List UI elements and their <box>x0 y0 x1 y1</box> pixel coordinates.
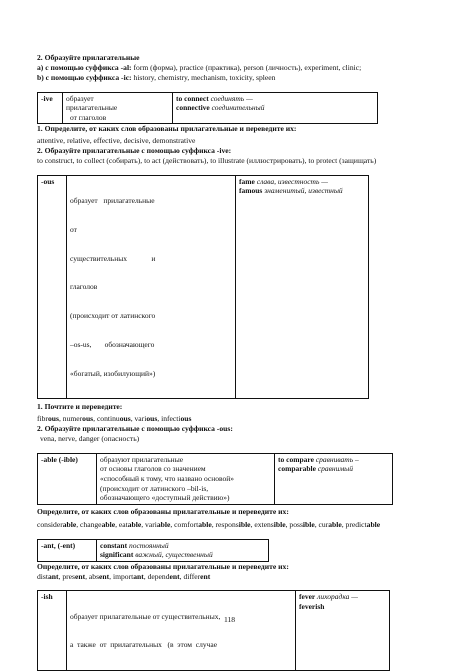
desc-line: существительных и <box>70 253 156 263</box>
word-item: present, <box>62 571 89 581</box>
example-translation: слава, известность — <box>254 176 328 186</box>
exercise-question: Определите, от каких слов образованы прилагательные и переведите их: <box>37 506 289 516</box>
desc-line: обозначающего «доступный действию») <box>100 493 230 503</box>
suffix-example <box>296 591 390 671</box>
desc-line: прилагательные <box>66 103 118 113</box>
word-item: continuous, <box>96 414 135 424</box>
example-word: to connect <box>176 93 209 103</box>
suffix-table-ant <box>37 539 269 562</box>
item-b-label: b) с помощью суффикса -ic: <box>37 72 132 82</box>
example-word: comparable <box>278 464 316 474</box>
suffix-cell: -ive <box>38 92 63 124</box>
word-item: dependent, <box>147 571 184 581</box>
desc-line: (происходит от латинского <box>70 311 156 321</box>
word-item: extensible, <box>254 519 290 529</box>
exercise-question: 1. Определите, от каких слов образованы прилагательные и переведите их: <box>37 124 297 134</box>
word-list <box>37 520 424 530</box>
example-word: feverish <box>299 602 325 612</box>
example-translation: сравнимый <box>315 464 353 474</box>
item-a-text: form (форма), practice (практика), person (личность), experiment, clinic; <box>131 62 362 72</box>
desc-line: «богатый, изобилующий») <box>70 368 156 378</box>
example-translation: лихорадка — <box>315 592 358 602</box>
example-word: fame <box>239 176 255 186</box>
item-b-text: history, chemistry, mechanism, toxicity, spleen <box>131 72 276 82</box>
suffix-description <box>67 175 236 399</box>
example-word: significant <box>100 550 134 560</box>
word-item: eatable, <box>118 519 146 529</box>
exercise-item-b <box>37 73 424 83</box>
word-list <box>37 572 424 582</box>
suffix-cell: -ish <box>38 591 67 671</box>
example-word: connective <box>176 103 210 113</box>
suffix-cell: -able (-ible) <box>38 453 97 504</box>
word-item: infectious <box>161 414 192 424</box>
page-content <box>37 53 424 671</box>
desc-line: глаголов <box>70 282 98 292</box>
exercise-text: to construct, to collect (собирать), to act (действовать), to illustrate (иллюстрировать), to protect (защищать) <box>37 155 377 165</box>
example-translation: соединять — <box>208 93 253 103</box>
example-translation: постоянный <box>127 540 169 550</box>
example-word: to compare <box>278 454 314 464</box>
word-item: distant, <box>37 571 63 581</box>
suffix-example <box>97 539 269 561</box>
suffix-example <box>236 175 369 399</box>
page-number: 118 <box>223 615 236 624</box>
desc-line: от глаголов <box>70 112 107 122</box>
suffix-cell: -ant, (-ent) <box>38 539 97 561</box>
exercise-text: attentive, relative, effective, decisive, demonstrative <box>37 136 196 146</box>
word-item: absent, <box>88 571 113 581</box>
suffix-table-ive <box>37 92 378 125</box>
word-item: various, <box>134 414 162 424</box>
word-item: fibrous, <box>37 414 63 424</box>
word-item: considerable, <box>37 519 81 529</box>
word-item: curable, <box>318 519 346 529</box>
example-translation: важный, существенный <box>133 550 213 560</box>
item-a-label: a) с помощью суффикса -al: <box>37 62 132 72</box>
example-translation: знаменитый, известный <box>262 186 343 196</box>
desc-line: –os-us, обозначающего <box>70 339 155 349</box>
exercise-question: 2. Образуйте прилагательные с помощью суффикса -ive: <box>37 146 232 156</box>
example-translation: сравнивать – <box>313 454 359 464</box>
desc-line: (происходит от латинского –bil-is, <box>100 483 209 493</box>
example-translation: соединительный <box>209 103 265 113</box>
word-item: numerous, <box>62 414 97 424</box>
suffix-description <box>63 92 173 124</box>
suffix-description <box>97 453 275 504</box>
example-word: constant <box>100 540 128 550</box>
exercise-item-a <box>37 63 424 73</box>
desc-line: образует <box>66 93 94 103</box>
suffix-table-ish <box>37 590 390 671</box>
suffix-table-ous <box>37 175 369 400</box>
suffix-table-able <box>37 453 393 505</box>
exercise-title: 2. Образуйте прилагательные <box>37 53 140 62</box>
word-item: comfortable, <box>174 519 216 529</box>
desc-line: от основы глаголов со значением <box>100 464 206 474</box>
suffix-example <box>173 92 378 124</box>
exercise-question: 1. Почтите и переведите: <box>37 402 123 412</box>
example-word: fever <box>299 592 316 602</box>
desc-line: а также от прилагательных (в этом случае <box>70 640 218 650</box>
desc-line: образуют прилагательные <box>100 454 184 464</box>
word-item: predictable <box>345 519 381 529</box>
desc-line: образует прилагательные <box>70 195 155 205</box>
desc-line: образует прилагательные от существительных, <box>70 611 221 621</box>
word-item: important, <box>112 571 148 581</box>
word-item: possible, <box>289 519 319 529</box>
suffix-example <box>275 453 393 504</box>
word-item: responsible, <box>215 519 255 529</box>
word-item: variable, <box>145 519 175 529</box>
exercise-question: Определите, от каких слов образованы прилагательные и переведите их: <box>37 561 289 571</box>
word-item: different <box>183 571 211 581</box>
desc-line: «способный к тому, что названо основой» <box>100 474 234 484</box>
word-list <box>37 414 424 424</box>
desc-line: от <box>70 224 77 234</box>
suffix-cell: -ous <box>38 175 67 399</box>
example-word: famous <box>239 186 263 196</box>
exercise-question: 2. Образуйте прилагательные с помощью суффикса -ous: <box>37 424 233 434</box>
word-item: changeable, <box>80 519 119 529</box>
exercise-text: vena, nerve, danger (опасность) <box>40 434 140 444</box>
suffix-description <box>67 591 296 671</box>
